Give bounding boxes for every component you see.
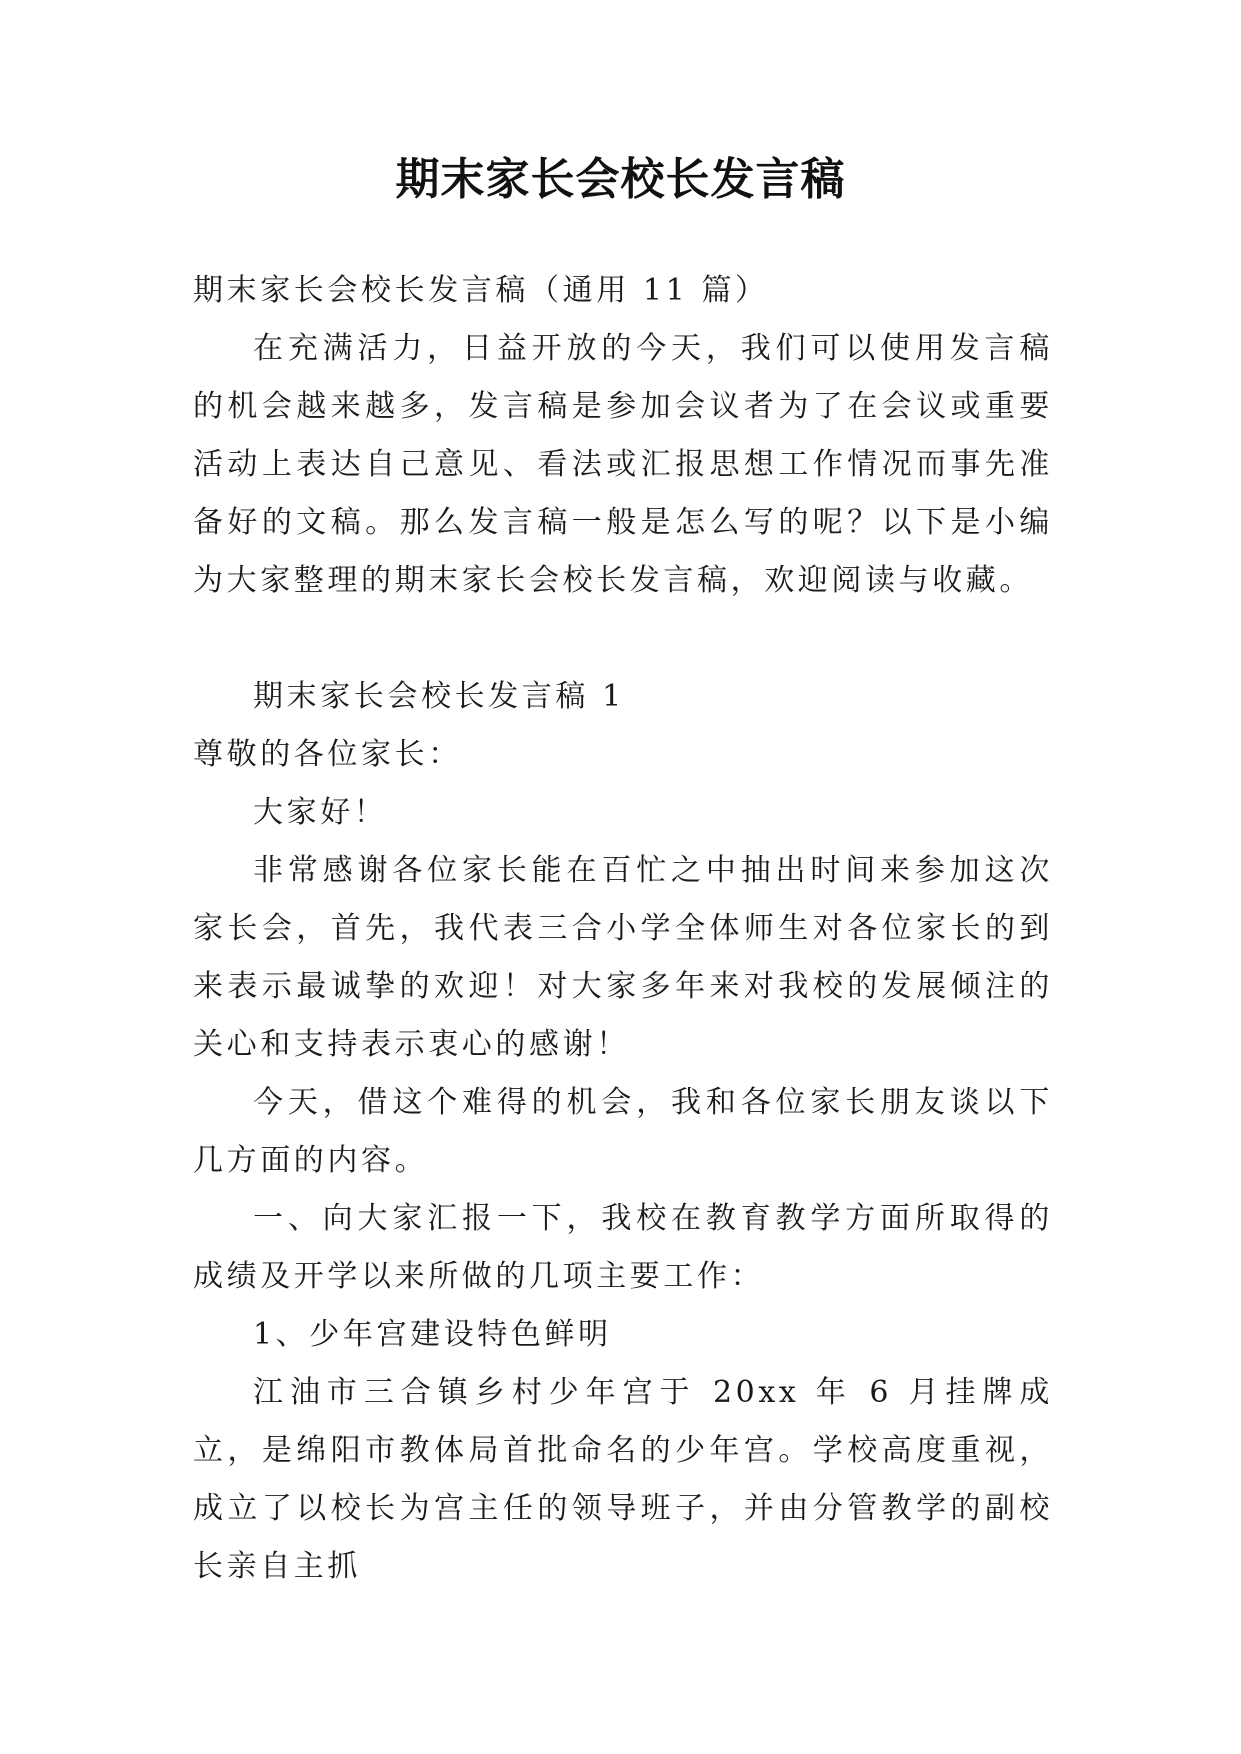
body-paragraph: 非常感谢各位家长能在百忙之中抽出时间来参加这次家长会，首先，我代表三合小学全体师生对各位家长的到来表示最诚挚的欢迎！对大家多年来对我校的发展倾注的关心和支持表示衷心的感谢！ [193, 853, 1053, 1062]
list-item-heading: 1、少年宫建设特色鲜明 [253, 1317, 612, 1352]
body-paragraph: 一、向大家汇报一下，我校在教育教学方面所取得的成绩及开学以来所做的几项主要工作： [193, 1201, 1053, 1294]
document-subtitle: 期末家长会校长发言稿（通用 11 篇） [193, 273, 769, 308]
document-body [193, 262, 1053, 1596]
intro-paragraph: 在充满活力，日益开放的今天，我们可以使用发言稿的机会越来越多，发言稿是参加会议者为了在会议或重要活动上表达自己意见、看法或汇报思想工作情况而事先准备好的文稿。那么发言稿一般是怎么写的呢？以下是小编为大家整理的期末家长会校长发言稿，欢迎阅读与收藏。 [193, 331, 1053, 598]
salutation: 尊敬的各位家长： [193, 737, 462, 772]
body-paragraph: 今天，借这个难得的机会，我和各位家长朋友谈以下几方面的内容。 [193, 1085, 1053, 1178]
greeting: 大家好！ [253, 795, 388, 830]
section-heading: 期末家长会校长发言稿 1 [253, 679, 625, 714]
body-paragraph: 江油市三合镇乡村少年宫于 20xx 年 6 月挂牌成立，是绵阳市教体局首批命名的少年宫。学校高度重视，成立了以校长为宫主任的领导班子，并由分管教学的副校长亲自主抓 [193, 1375, 1053, 1584]
document-title: 期末家长会校长发言稿 [395, 154, 846, 205]
paragraph-spacer [193, 610, 1053, 668]
